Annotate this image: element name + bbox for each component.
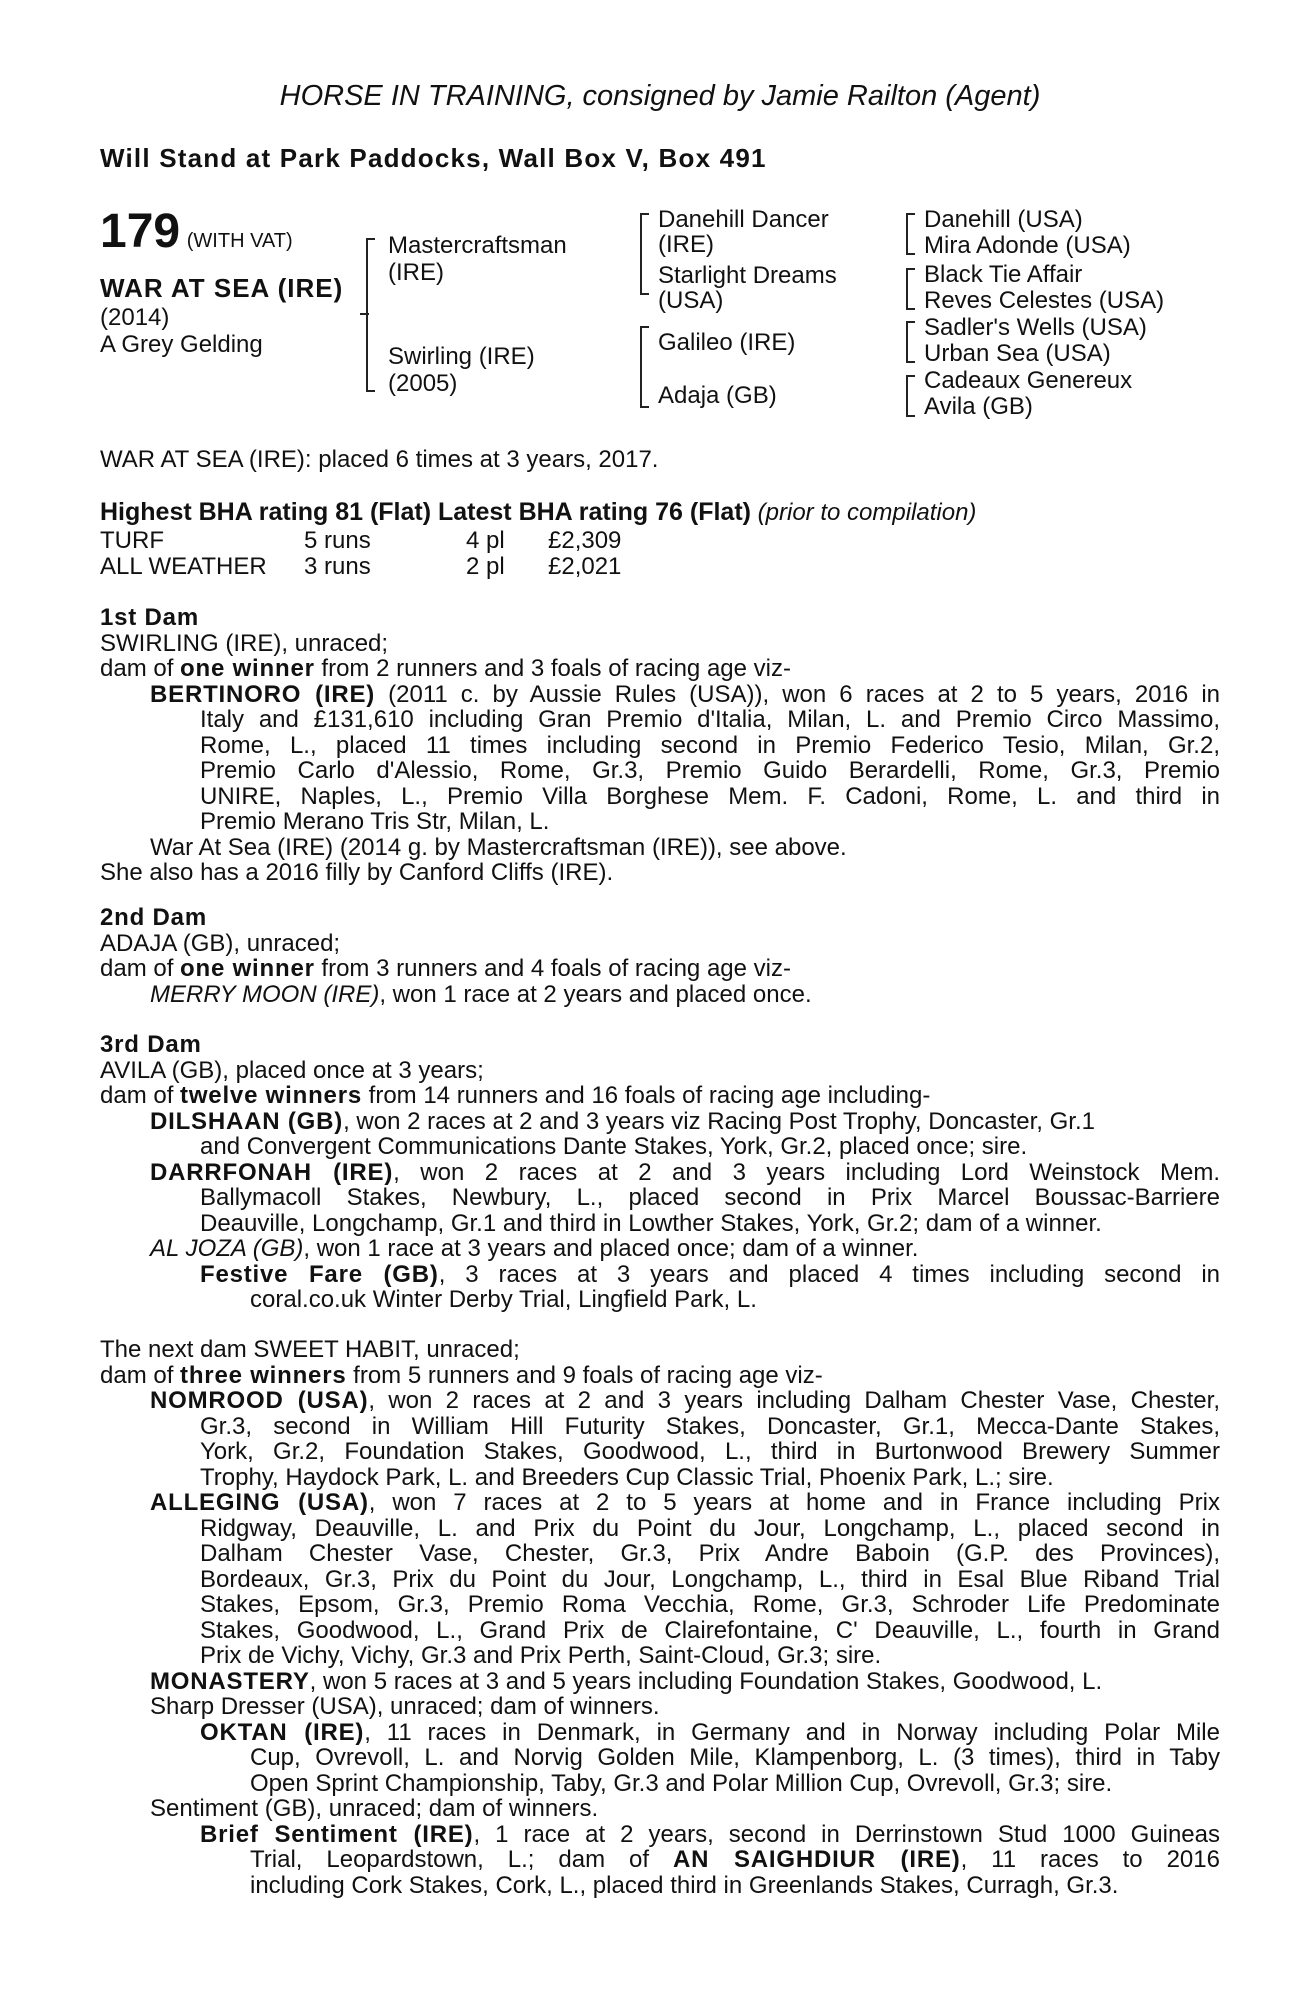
dam-note: She also has a 2016 filly by Canford Cliffs (IRE). xyxy=(100,859,614,886)
gg-7: Cadeaux Genereux xyxy=(924,367,1133,394)
produce-entry-line: Deauville, Longchamp, Gr.1 and third in Lowther Stakes, York, Gr.2; dam of a winner. xyxy=(200,1209,1102,1237)
produce-entry-line: Italy and £131,610 including Gran Premio d'Italia, Milan, L. and Premio Circo Massimo, xyxy=(200,706,1220,733)
dam-name: Swirling (IRE) xyxy=(388,343,535,370)
gg-8: Avila (GB) xyxy=(924,393,1033,420)
page-title: HORSE IN TRAINING, consigned by Jamie Railton (Agent) xyxy=(279,80,1041,112)
produce-entry-line: Ridgway, Deauville, L. and Prix du Point du Jour, Longchamp, L., placed second in xyxy=(200,1514,1220,1542)
produce-name: DARRFONAH (IRE) xyxy=(150,1158,394,1186)
produce-entry: ALLEGING (USA), won 7 races at 2 to 5 years at home and in France including Prix xyxy=(150,1489,1220,1516)
produce-name: BERTINORO (IRE) xyxy=(150,680,376,708)
produce-entry-line: Ballymacoll Stakes, Newbury, L., placed second in Prix Marcel Boussac-Barriere xyxy=(200,1184,1220,1211)
dam-produce-summary: dam of one winner from 2 runners and 3 foals of racing age viz- xyxy=(100,655,791,682)
produce-entry: Brief Sentiment (IRE), 1 race at 2 years, second in Derrinstown Stud 1000 Guineas xyxy=(200,1820,1221,1848)
produce-name: AL JOZA (GB) xyxy=(150,1235,304,1262)
produce-name: Festive Fare (GB) xyxy=(200,1260,439,1288)
produce-entry: MERRY MOON (IRE), won 1 race at 2 years and placed once. xyxy=(150,980,812,1008)
horse-year: (2014) xyxy=(100,304,170,331)
produce-entry: OKTAN (IRE), 11 races in Denmark, in Germany and in Norway including Polar Mile xyxy=(200,1718,1220,1746)
sire-dam-suffix: (USA) xyxy=(658,287,724,314)
vat-note: (WITH VAT) xyxy=(186,230,293,252)
section-title: 3rd Dam xyxy=(100,1031,202,1058)
record-placed: 4 pl xyxy=(466,527,505,554)
record-prize: £2,021 xyxy=(548,553,622,580)
sire-name: Mastercraftsman xyxy=(388,232,567,259)
g-brace-1 xyxy=(906,213,915,255)
pedigree-brace-point xyxy=(360,313,369,315)
produce-entry-line: York, Gr.2, Foundation Stakes, Goodwood, L., third in Burtonwood Brewery Summer xyxy=(200,1438,1220,1465)
produce-entry-line: UNIRE, Naples, L., Premio Villa Borghese Mem. F. Cadoni, Rome, L. and third in xyxy=(200,782,1220,810)
horse-description: A Grey Gelding xyxy=(100,331,263,358)
gg-1: Danehill (USA) xyxy=(924,206,1083,233)
gg-4: Reves Celestes (USA) xyxy=(924,287,1165,314)
produce-name: Brief Sentiment (IRE) xyxy=(200,1820,474,1848)
rating-line xyxy=(100,500,1220,526)
record-row xyxy=(100,554,1100,580)
dam-intro: The next dam SWEET HABIT, unraced; xyxy=(100,1336,520,1363)
dam-intro: AVILA (GB), placed once at 3 years; xyxy=(100,1056,484,1084)
produce-name: MONASTERY xyxy=(150,1667,310,1695)
rating-text: Highest BHA rating 81 (Flat) Latest BHA rating 76 (Flat) xyxy=(100,498,751,526)
dam-produce-summary: dam of three winners from 5 runners and 9 foals of racing age viz- xyxy=(100,1361,823,1389)
gg-6: Urban Sea (USA) xyxy=(924,340,1111,367)
produce-entry: Festive Fare (GB), 3 races at 3 years and placed 4 times including second in xyxy=(200,1260,1221,1288)
produce-name: ALLEGING (USA) xyxy=(150,1489,369,1516)
produce-entry: Sentiment (GB), unraced; dam of winners. xyxy=(150,1795,599,1822)
produce-name: NOMROOD (USA) xyxy=(150,1387,369,1414)
produce-entry: DARRFONAH (IRE), won 2 races at 2 and 3 years including Lord Weinstock Mem. xyxy=(150,1158,1221,1186)
produce-entry-line: Premio Merano Tris Str, Milan, L. xyxy=(200,808,550,835)
produce-name: DILSHAAN (GB) xyxy=(150,1107,344,1135)
produce-entry-line: Rome, L., placed 11 times including second in Premio Federico Tesio, Milan, Gr.2, xyxy=(200,731,1220,759)
produce-entry: DILSHAAN (GB), won 2 races at 2 and 3 years viz Racing Post Trophy, Doncaster, Gr.1 xyxy=(150,1107,1095,1135)
pedigree-brace xyxy=(366,238,375,392)
produce-entry: BERTINORO (IRE) (2011 c. by Aussie Rules (USA)), won 6 races at 2 to 5 years, 2016 in xyxy=(150,680,1220,708)
produce-entry-line: Prix de Vichy, Vichy, Gr.3 and Prix Perth, Saint-Cloud, Gr.3; sire. xyxy=(200,1642,882,1669)
third-dam-section xyxy=(100,1032,1220,1313)
record-runs: 3 runs xyxy=(304,553,371,580)
dam-sire: Galileo (IRE) xyxy=(658,329,796,356)
produce-entry: Sharp Dresser (USA), unraced; dam of winners. xyxy=(150,1693,660,1720)
produce-entry-line: Premio Carlo d'Alessio, Rome, Gr.3, Premio Guido Berardelli, Rome, Gr.3, Premio xyxy=(200,757,1220,784)
record-row xyxy=(100,528,1100,554)
produce-entry-line: coral.co.uk Winter Derby Trial, Lingfield Park, L. xyxy=(250,1286,757,1313)
record-placed: 2 pl xyxy=(466,553,505,580)
record-surface: TURF xyxy=(100,527,164,554)
sire-brace xyxy=(640,213,649,295)
dam-brace xyxy=(640,326,649,408)
produce-entry-line: Stakes, Goodwood, L., Grand Prix de Clairefontaine, C' Deauville, L., fourth in Grand xyxy=(200,1616,1220,1644)
lot-number-line xyxy=(100,207,293,257)
g-brace-2 xyxy=(906,268,915,310)
dam-produce-summary: dam of twelve winners from 14 runners and 16 foals of racing age including- xyxy=(100,1082,931,1109)
produce-entry: NOMROOD (USA), won 2 races at 2 and 3 years including Dalham Chester Vase, Chester, xyxy=(150,1387,1220,1414)
rating-note: (prior to compilation) xyxy=(757,499,977,526)
first-dam-section xyxy=(100,605,1220,886)
race-summary: WAR AT SEA (IRE): placed 6 times at 3 years, 2017. xyxy=(100,446,659,473)
produce-entry-line: Bordeaux, Gr.3, Prix du Point du Jour, Longchamp, L., third in Esal Blue Riband Trial xyxy=(200,1565,1220,1593)
rating-block xyxy=(100,500,1220,526)
produce-entry: AL JOZA (GB), won 1 race at 3 years and placed once; dam of a winner. xyxy=(150,1235,919,1262)
dam-year: (2005) xyxy=(388,370,458,397)
race-record-table xyxy=(100,528,1220,580)
record-runs: 5 runs xyxy=(304,527,371,554)
lot-number: 179 xyxy=(100,205,181,258)
produce-entry-line: Cup, Ovrevoll, L. and Norvig Golden Mile, Klampenborg, L. (3 times), third in Taby xyxy=(250,1744,1220,1771)
produce-entry-line: Gr.3, second in William Hill Futurity Stakes, Doncaster, Gr.1, Mecca-Dante Stakes, xyxy=(200,1412,1220,1440)
stand-location: Will Stand at Park Paddocks, Wall Box V, Box 491 xyxy=(100,143,767,173)
produce-entry: MONASTERY, won 5 races at 3 and 5 years including Foundation Stakes, Goodwood, L. xyxy=(150,1667,1103,1695)
produce-entry-line: Dalham Chester Vase, Chester, Gr.3, Prix Andre Baboin (G.P. des Provinces), xyxy=(200,1540,1220,1567)
horse-name: WAR AT SEA (IRE) xyxy=(100,273,344,303)
section-title: 2nd Dam xyxy=(100,904,207,931)
gg-2: Mira Adonde (USA) xyxy=(924,232,1131,259)
produce-entry-line: Trophy, Haydock Park, L. and Breeders Cup Classic Trial, Phoenix Park, L.; sire. xyxy=(200,1463,1054,1491)
dam-intro: ADAJA (GB), unraced; xyxy=(100,929,341,957)
gg-5: Sadler's Wells (USA) xyxy=(924,314,1147,341)
g-brace-3 xyxy=(906,321,915,363)
produce-entry-line: Trial, Leopardstown, L.; dam of AN SAIGHDIUR (IRE), 11 races to 2016 xyxy=(250,1846,1220,1873)
produce-name: MERRY MOON (IRE) xyxy=(150,980,380,1008)
record-surface: ALL WEATHER xyxy=(100,553,267,580)
sire-sire-suffix: (IRE) xyxy=(658,231,714,258)
second-dam-section xyxy=(100,905,1220,1007)
produce-name: OKTAN (IRE) xyxy=(200,1718,365,1746)
produce-entry-line: Stakes, Epsom, Gr.3, Premio Roma Vecchia, Rome, Gr.3, Schroder Life Predominate xyxy=(200,1591,1220,1618)
produce-entry: War At Sea (IRE) (2014 g. by Mastercraftsman (IRE)), see above. xyxy=(150,833,847,861)
sire-suffix: (IRE) xyxy=(388,259,444,286)
produce-entry-line: and Convergent Communications Dante Stakes, York, Gr.2, placed once; sire. xyxy=(200,1133,1028,1160)
produce-entry-line: including Cork Stakes, Cork, L., placed third in Greenlands Stakes, Curragh, Gr.3. xyxy=(250,1871,1119,1899)
sire-sire: Danehill Dancer xyxy=(658,206,829,233)
dam-dam: Adaja (GB) xyxy=(658,382,777,409)
fourth-dam-section xyxy=(100,1337,1220,1898)
dam-intro: SWIRLING (IRE), unraced; xyxy=(100,629,389,657)
pedigree-table xyxy=(100,205,1220,445)
dam-produce-summary: dam of one winner from 3 runners and 4 foals of racing age viz- xyxy=(100,955,791,982)
section-title: 1st Dam xyxy=(100,604,199,631)
record-prize: £2,309 xyxy=(548,527,622,554)
produce-entry-line: Open Sprint Championship, Taby, Gr.3 and Polar Million Cup, Ovrevoll, Gr.3; sire. xyxy=(250,1769,1113,1797)
gg-3: Black Tie Affair xyxy=(924,261,1083,288)
g-brace-4 xyxy=(906,375,915,417)
sire-dam: Starlight Dreams xyxy=(658,262,837,289)
produce-name: AN SAIGHDIUR (IRE) xyxy=(672,1846,961,1873)
